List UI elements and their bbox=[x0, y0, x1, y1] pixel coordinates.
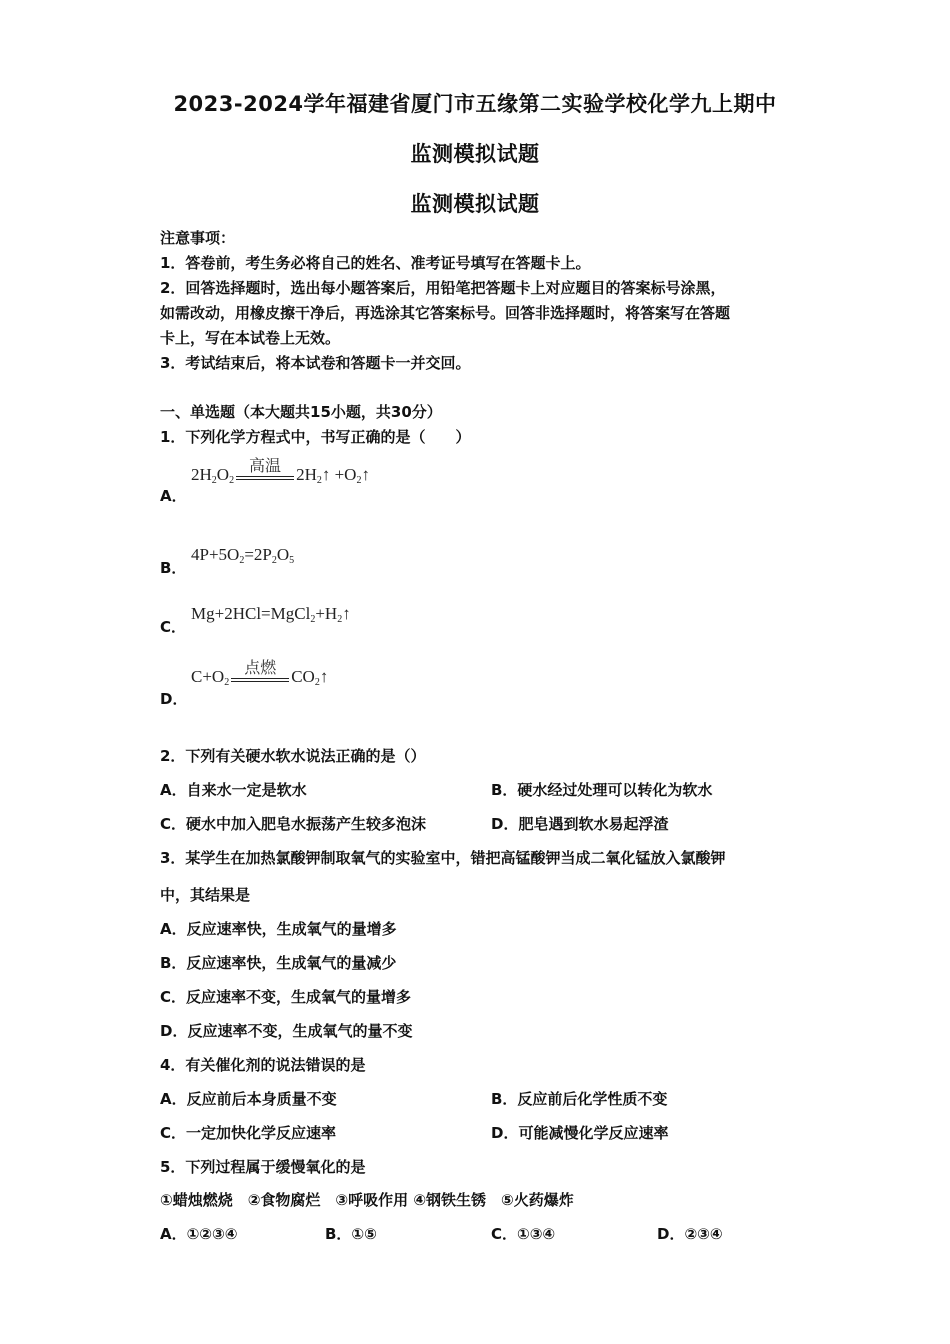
exam-title-line1: 2023-2024学年福建省厦门市五缘第二实验学校化学九上期中 bbox=[173, 92, 777, 116]
notice-item: 3．考试结束后，将本试卷和答题卡一并交回。 bbox=[160, 354, 471, 372]
exam-title-line3: 监测模拟试题 bbox=[410, 192, 540, 216]
question-1-stem: 1．下列化学方程式中，书写正确的是（ ） bbox=[160, 428, 471, 446]
question-3-stem: 3．某学生在加热氯酸钾制取氧气的实验室中，错把高锰酸钾当成二氧化锰放入氯酸钾 bbox=[160, 849, 726, 867]
q2-option-a[interactable]: A．自来水一定是软水 bbox=[160, 781, 307, 799]
q1-option-b-label[interactable]: B． bbox=[160, 559, 187, 577]
q2-option-c[interactable]: C．硬水中加入肥皂水振荡产生较多泡沫 bbox=[160, 815, 427, 833]
q3-option-c[interactable]: C．反应速率不变，生成氧气的量增多 bbox=[160, 988, 412, 1006]
q5-option-a[interactable]: A．①②③④ bbox=[160, 1225, 238, 1243]
question-2-stem: 2．下列有关硬水软水说法正确的是（） bbox=[160, 747, 426, 765]
question-5-items: ①蜡烛燃烧 ②食物腐烂 ③呼吸作用 ④钢铁生锈 ⑤火药爆炸 bbox=[160, 1191, 574, 1209]
notice-item: 如需改动，用橡皮擦干净后，再选涂其它答案标号。回答非选择题时，将答案写在答题 bbox=[160, 304, 731, 322]
notice-item: 卡上，写在本试卷上无效。 bbox=[160, 329, 341, 347]
q1-option-d-label[interactable]: D． bbox=[160, 690, 188, 708]
section-heading: 一、单选题（本大题共15小题，共30分） bbox=[160, 403, 442, 421]
reaction-condition: 高温 bbox=[236, 458, 294, 486]
q1-option-a-label[interactable]: A． bbox=[160, 487, 187, 505]
q1-option-c-label[interactable]: C． bbox=[160, 618, 187, 636]
question-4-stem: 4．有关催化剂的说法错误的是 bbox=[160, 1056, 366, 1074]
q5-option-b[interactable]: B．①⑤ bbox=[325, 1225, 377, 1243]
q2-option-b[interactable]: B．硬水经过处理可以转化为软水 bbox=[491, 781, 713, 799]
q4-option-c[interactable]: C．一定加快化学反应速率 bbox=[160, 1124, 337, 1142]
notice-item: 2．回答选择题时，选出每小题答案后，用铅笔把答题卡上对应题目的答案标号涂黑， bbox=[160, 279, 726, 297]
q4-option-b[interactable]: B．反应前后化学性质不变 bbox=[491, 1090, 668, 1108]
question-5-stem: 5．下列过程属于缓慢氧化的是 bbox=[160, 1158, 366, 1176]
q1-option-b-equation: $4P+5O_2=2P_2O_5$ bbox=[191, 545, 295, 566]
notice-heading: 注意事项： bbox=[160, 229, 236, 247]
notice-item: 1．答卷前，考生务必将自己的姓名、准考证号填写在答题卡上。 bbox=[160, 254, 591, 272]
q1-option-c-equation: $Mg+2HCl=MgCl_2+H_2↑$ bbox=[191, 604, 351, 625]
q1-option-d-equation: $C+O_2$ 点燃 $CO_2↑$ bbox=[191, 660, 329, 688]
q3-option-b[interactable]: B．反应速率快，生成氧气的量减少 bbox=[160, 954, 397, 972]
question-3-stem-cont: 中，其结果是 bbox=[160, 886, 251, 904]
q1-option-a-equation: $2H_2O_2$ 高温 $2H_2↑$ $+O_2↑$ bbox=[191, 458, 370, 486]
q3-option-d[interactable]: D．反应速率不变，生成氧气的量不变 bbox=[160, 1022, 413, 1040]
q5-option-d[interactable]: D．②③④ bbox=[657, 1225, 723, 1243]
reaction-condition: 点燃 bbox=[231, 660, 289, 688]
q4-option-d[interactable]: D．可能减慢化学反应速率 bbox=[491, 1124, 669, 1142]
q5-option-c[interactable]: C．①③④ bbox=[491, 1225, 556, 1243]
q3-option-a[interactable]: A．反应速率快，生成氧气的量增多 bbox=[160, 920, 397, 938]
q4-option-a[interactable]: A．反应前后本身质量不变 bbox=[160, 1090, 337, 1108]
q2-option-d[interactable]: D．肥皂遇到软水易起浮渣 bbox=[491, 815, 669, 833]
exam-title-line2: 监测模拟试题 bbox=[410, 142, 540, 166]
